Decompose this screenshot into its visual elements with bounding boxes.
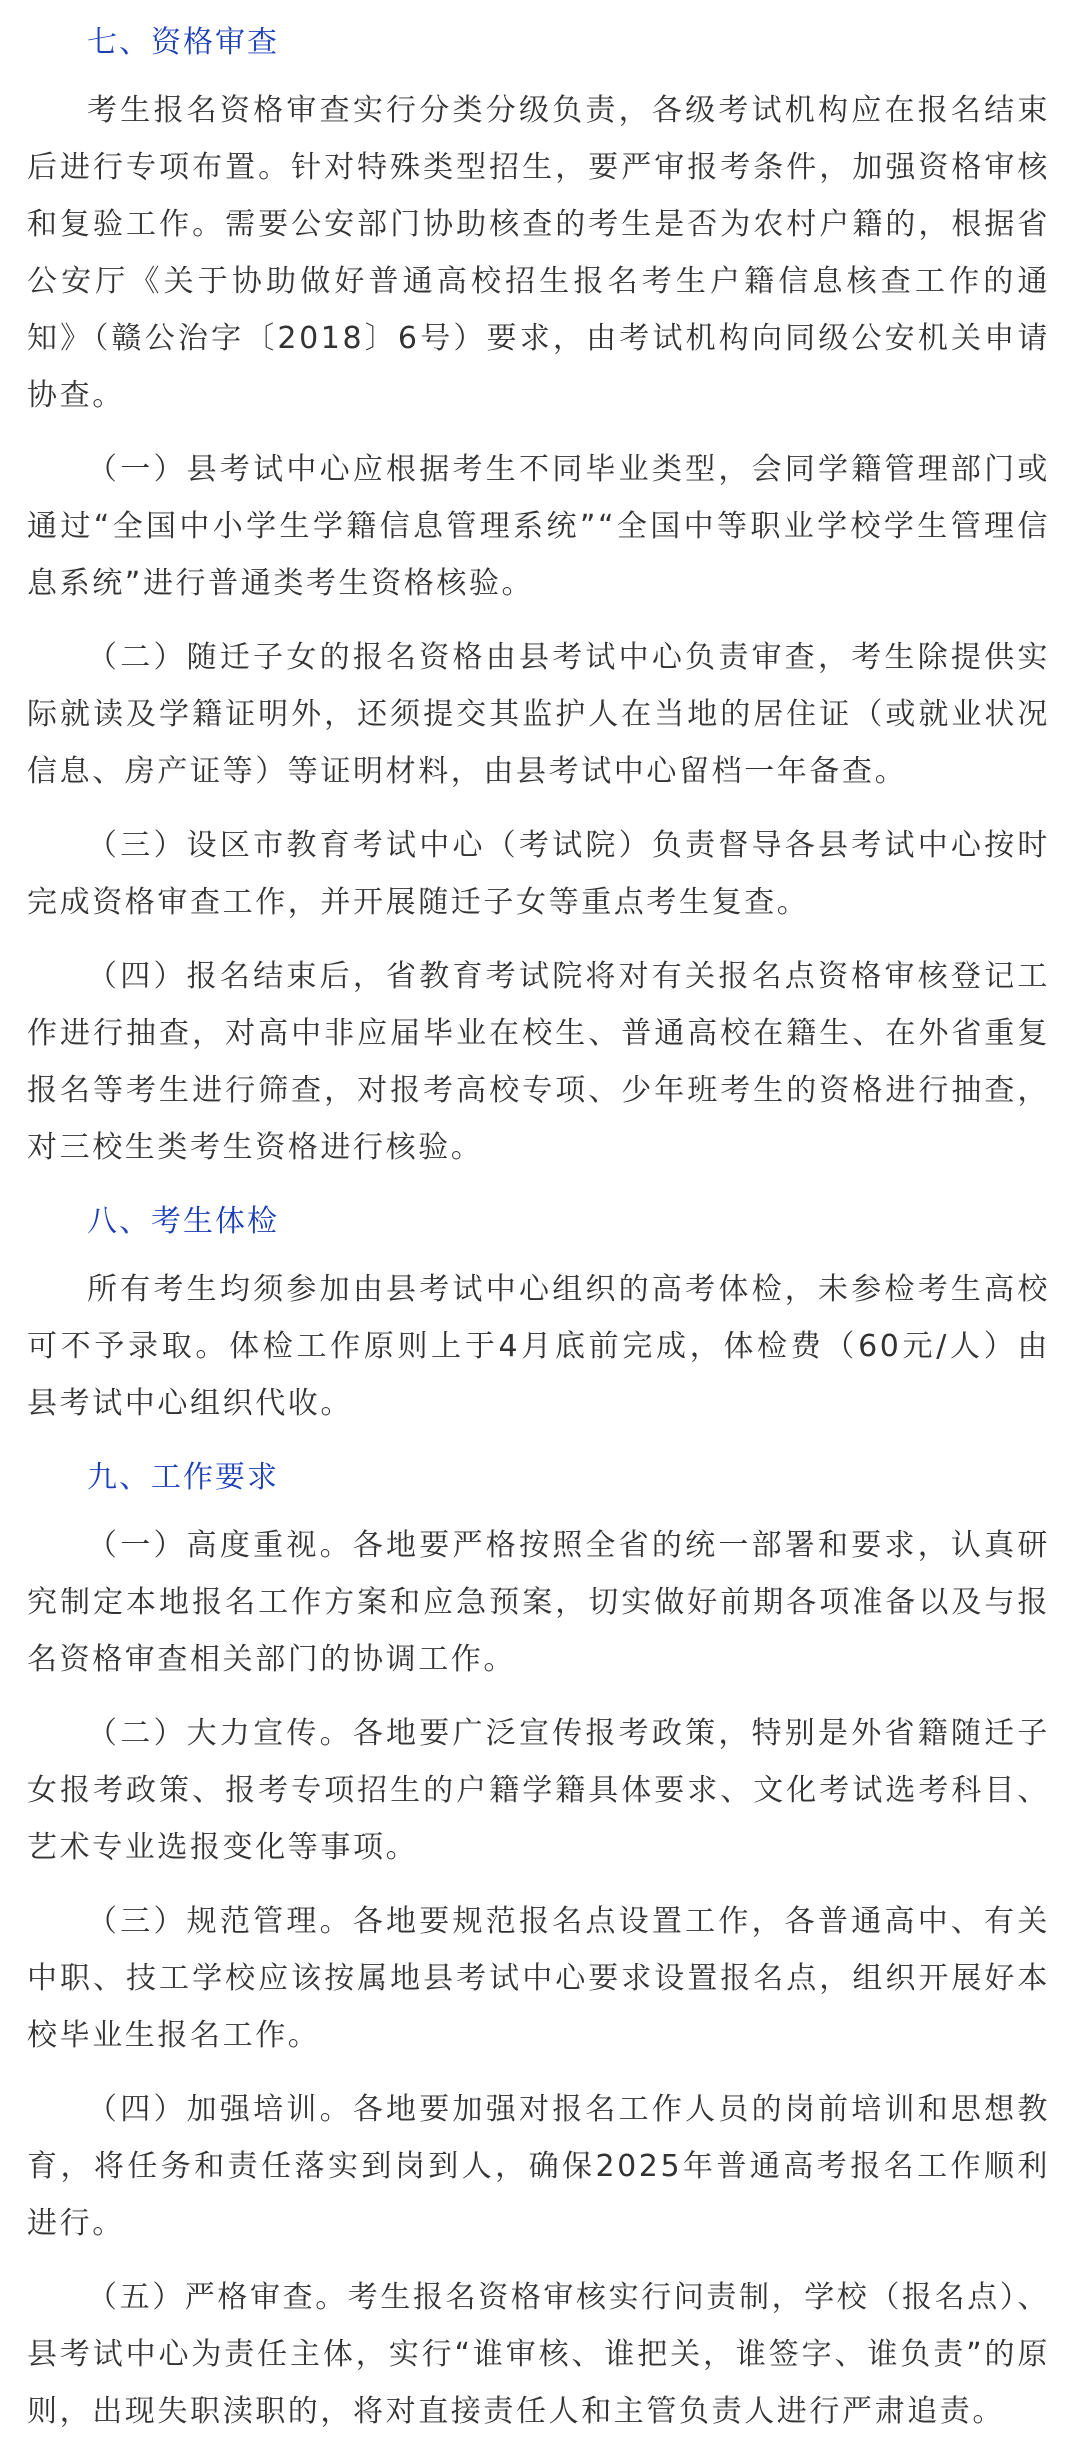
section-heading: 八、考生体检 [87,1204,279,1239]
section-work-requirements [27,1449,1050,2440]
section-heading: 七、资格审查 [87,25,279,60]
paragraph: （二）大力宣传。各地要广泛宣传报考政策，特别是外省籍随迁子女报考政策、报考专项招生的户籍学籍具体要求、文化考试选考科目、艺术专业选报变化等事项。 [27,1716,1050,1865]
paragraph: （五）严格审查。考生报名资格审核实行问责制，学校（报名点）、县考试中心为责任主体，实行“谁审核、谁把关，谁签字、谁负责”的原则，出现失职渎职的，将对直接责任人和主管负责人进行严肃追责。 [27,2280,1050,2429]
paragraph: （一）县考试中心应根据考生不同毕业类型，会同学籍管理部门或通过“全国中小学生学籍信息管理系统”“全国中等职业学校学生管理信息系统”进行普通类考生资格核验。 [27,452,1050,601]
section-heading: 九、工作要求 [87,1460,279,1495]
paragraph: （三）设区市教育考试中心（考试院）负责督导各县考试中心按时完成资格审查工作，并开展随迁子女等重点考生复查。 [27,828,1050,920]
paragraph: （二）随迁子女的报名资格由县考试中心负责审查，考生除提供实际就读及学籍证明外，还须提交其监护人在当地的居住证（或就业状况信息、房产证等）等证明材料，由县考试中心留档一年备查。 [27,640,1050,789]
paragraph: （四）报名结束后，省教育考试院将对有关报名点资格审核登记工作进行抽查，对高中非应届毕业在校生、普通高校在籍生、在外省重复报名等考生进行筛查，对报考高校专项、少年班考生的资格进行抽查，对三校生类考生资格进行核验。 [27,959,1050,1165]
section-physical-exam [27,1193,1050,1432]
paragraph: 考生报名资格审查实行分类分级负责，各级考试机构应在报名结束后进行专项布置。针对特殊类型招生，要严审报考条件，加强资格审核和复验工作。需要公安部门协助核查的考生是否为农村户籍的，根据省公安厅《关于协助做好普通高校招生报名考生户籍信息核查工作的通知》（赣公治字〔2018〕6号）要求，由考试机构向同级公安机关申请协查。 [27,93,1050,413]
paragraph: （四）加强培训。各地要加强对报名工作人员的岗前培训和思想教育，将任务和责任落实到岗到人，确保2025年普通高考报名工作顺利进行。 [27,2092,1050,2241]
section-qualification-review [27,14,1050,1176]
paragraph: （一）高度重视。各地要严格按照全省的统一部署和要求，认真研究制定本地报名工作方案和应急预案，切实做好前期各项准备以及与报名资格审查相关部门的协调工作。 [27,1528,1050,1677]
paragraph: （三）规范管理。各地要规范报名点设置工作，各普通高中、有关中职、技工学校应该按属地县考试中心要求设置报名点，组织开展好本校毕业生报名工作。 [27,1904,1050,2053]
paragraph: 所有考生均须参加由县考试中心组织的高考体检，未参检考生高校可不予录取。体检工作原则上于4月底前完成，体检费（60元/人）由县考试中心组织代收。 [27,1272,1050,1421]
